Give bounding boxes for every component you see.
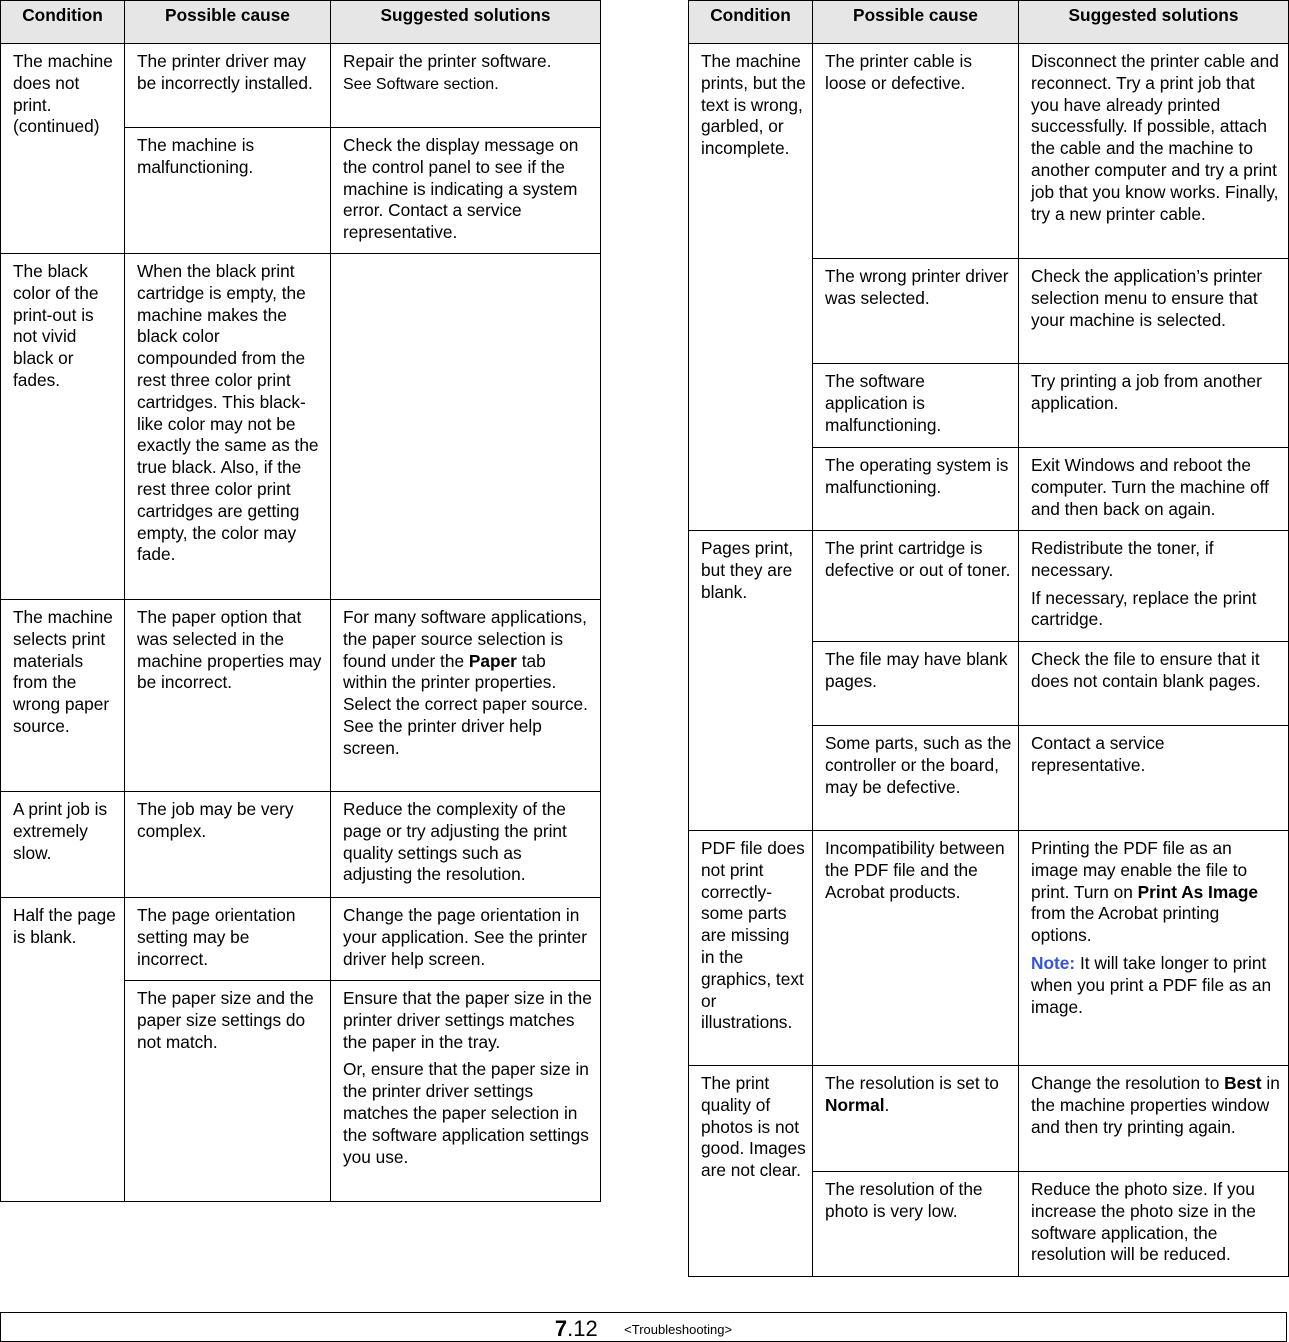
- solution-paragraph: Redistribute the toner, if necessary.: [1031, 538, 1214, 580]
- cause-cell: The paper option that was selected in the machine properties may be incorrect.: [125, 600, 331, 792]
- normal-label: Normal: [825, 1094, 885, 1115]
- cause-cell: The operating system is malfunctioning.: [813, 448, 1019, 531]
- cause-cell: The software application is malfunctioning.: [813, 364, 1019, 448]
- cause-text: The resolution is set to: [825, 1073, 999, 1093]
- print-as-image-label: Print As Image: [1137, 881, 1258, 902]
- table-row: [689, 831, 1289, 1066]
- solution-cell: Contact a service representative.: [1019, 726, 1289, 831]
- right-header-row: [689, 1, 1289, 44]
- table-row: [1, 600, 601, 792]
- solution-cell: Check the application’s printer selection menu to ensure that your machine is selected.: [1019, 259, 1289, 364]
- header-possible-cause: Possible cause: [125, 1, 331, 44]
- note-label: Note:: [1031, 952, 1076, 973]
- cause-cell: The page orientation setting may be incorrect.: [125, 898, 331, 981]
- condition-cell: A print job is extremely slow.: [1, 792, 125, 898]
- condition-cell: The print quality of photos is not good. Images are not clear.: [689, 1066, 813, 1277]
- header-condition: Condition: [1, 1, 125, 44]
- solution-cell: Change the page orientation in your application. See the printer driver help screen.: [331, 898, 601, 981]
- cause-cell: The job may be very complex.: [125, 792, 331, 898]
- left-troubleshooting-table: [0, 0, 601, 1202]
- solution-cell: Check the file to ensure that it does not contain blank pages.: [1019, 642, 1289, 726]
- solution-cell: [1019, 1066, 1289, 1172]
- paper-tab-label: Paper: [468, 650, 517, 671]
- table-row: [1, 792, 601, 898]
- left-header-row: [1, 1, 601, 44]
- cause-cell: The machine is malfunctioning.: [125, 128, 331, 254]
- solution-reference: See Software section.: [343, 75, 499, 93]
- condition-cell: The machine selects print materials from the wrong paper source.: [1, 600, 125, 792]
- page-sub-number: .12: [567, 1316, 598, 1341]
- solution-cell: Try printing a job from another application.: [1019, 364, 1289, 448]
- solution-text: in the machine properties window and then try printing again.: [1031, 1073, 1280, 1137]
- header-condition: Condition: [689, 1, 813, 44]
- chapter-label: <Troubleshooting>: [624, 1322, 733, 1337]
- solution-text: Printing the PDF file as an image may enable the file to print. Turn on: [1031, 838, 1248, 902]
- solution-cell: [331, 981, 601, 1202]
- table-row: [1, 898, 601, 981]
- solution-paragraph: Ensure that the paper size in the printer driver settings matches the paper in the tray.: [343, 988, 592, 1052]
- table-row: [1, 44, 601, 128]
- solution-text: Change the resolution to: [1031, 1073, 1225, 1093]
- header-suggested-solutions: Suggested solutions: [331, 1, 601, 44]
- table-row: [689, 1066, 1289, 1172]
- page-chapter-number: 7: [554, 1316, 568, 1341]
- condition-cell: The machine prints, but the text is wrong, garbled, or incomplete.: [689, 44, 813, 531]
- cause-cell: The resolution of the photo is very low.: [813, 1172, 1019, 1277]
- header-possible-cause: Possible cause: [813, 1, 1019, 44]
- note-paragraph: [1031, 953, 1282, 1018]
- solution-cell: [331, 600, 601, 792]
- table-row: [1, 254, 601, 600]
- condition-cell: PDF file does not print correctly- some parts are missing in the graphics, text or illustrations.: [689, 831, 813, 1066]
- header-suggested-solutions: Suggested solutions: [1019, 1, 1289, 44]
- cause-cell: The paper size and the paper size settings do not match.: [125, 981, 331, 1202]
- cause-cell: The file may have blank pages.: [813, 642, 1019, 726]
- condition-cell: Half the page is blank.: [1, 898, 125, 1202]
- cause-cell: The printer driver may be incorrectly installed.: [125, 44, 331, 128]
- solution-paragraph: Or, ensure that the paper size in the printer driver settings matches the paper selection in the software application settings you use.: [343, 1059, 589, 1167]
- cause-text: .: [884, 1094, 890, 1115]
- page-number: [555, 1316, 598, 1341]
- solution-text: Repair the printer software.: [343, 51, 552, 71]
- solution-text: tab within the printer properties. Select the correct paper source. See the printer driver help screen.: [343, 650, 588, 758]
- solution-cell: Disconnect the printer cable and reconnect. Try a print job that you have already printed successfully. If possible, attach the cable and the machine to another computer and try a print job that you know works. Finally, try a new printer cable.: [1019, 44, 1289, 259]
- cause-cell: [813, 1066, 1019, 1172]
- solution-text: from the Acrobat printing options.: [1031, 903, 1220, 946]
- solution-cell: Reduce the complexity of the page or try adjusting the print quality settings such as adjusting the resolution.: [331, 792, 601, 898]
- solution-cell: [331, 254, 601, 600]
- best-label: Best: [1224, 1073, 1262, 1093]
- solution-text: For many software applications, the paper source selection is found under the: [343, 607, 587, 671]
- cause-cell: The printer cable is loose or defective.: [813, 44, 1019, 259]
- table-row: [689, 44, 1289, 259]
- cause-cell: The print cartridge is defective or out of toner.: [813, 531, 1019, 642]
- table-row: [689, 531, 1289, 642]
- cause-cell: When the black print cartridge is empty, the machine makes the black color compounded from the rest three color print cartridges. This black-like color may not be exactly the same as the true black. Also, if the rest three color print cartridges are getting empty, the color may fade.: [125, 254, 331, 600]
- solution-cell: [331, 44, 601, 128]
- page-footer: [0, 1312, 1287, 1342]
- cause-cell: Incompatibility between the PDF file and the Acrobat products.: [813, 831, 1019, 1066]
- solution-cell: Reduce the photo size. If you increase the photo size in the software application, the resolution will be reduced.: [1019, 1172, 1289, 1277]
- right-troubleshooting-table: [688, 0, 1289, 1277]
- condition-cell: Pages print, but they are blank.: [689, 531, 813, 831]
- solution-cell: Exit Windows and reboot the computer. Turn the machine off and then back on again.: [1019, 448, 1289, 531]
- condition-cell: The machine does not print. (continued): [1, 44, 125, 254]
- cause-cell: The wrong printer driver was selected.: [813, 259, 1019, 364]
- cause-cell: Some parts, such as the controller or the board, may be defective.: [813, 726, 1019, 831]
- condition-cell: The black color of the print-out is not vivid black or fades.: [1, 254, 125, 600]
- note-text: It will take longer to print when you print a PDF file as an image.: [1031, 952, 1272, 1017]
- solution-paragraph: If necessary, replace the print cartridge.: [1031, 587, 1257, 630]
- solution-cell: [1019, 831, 1289, 1066]
- solution-cell: Check the display message on the control panel to see if the machine is indicating a system error. Contact a service representative.: [331, 128, 601, 254]
- solution-cell: [1019, 531, 1289, 642]
- solution-paragraph: [1031, 838, 1282, 947]
